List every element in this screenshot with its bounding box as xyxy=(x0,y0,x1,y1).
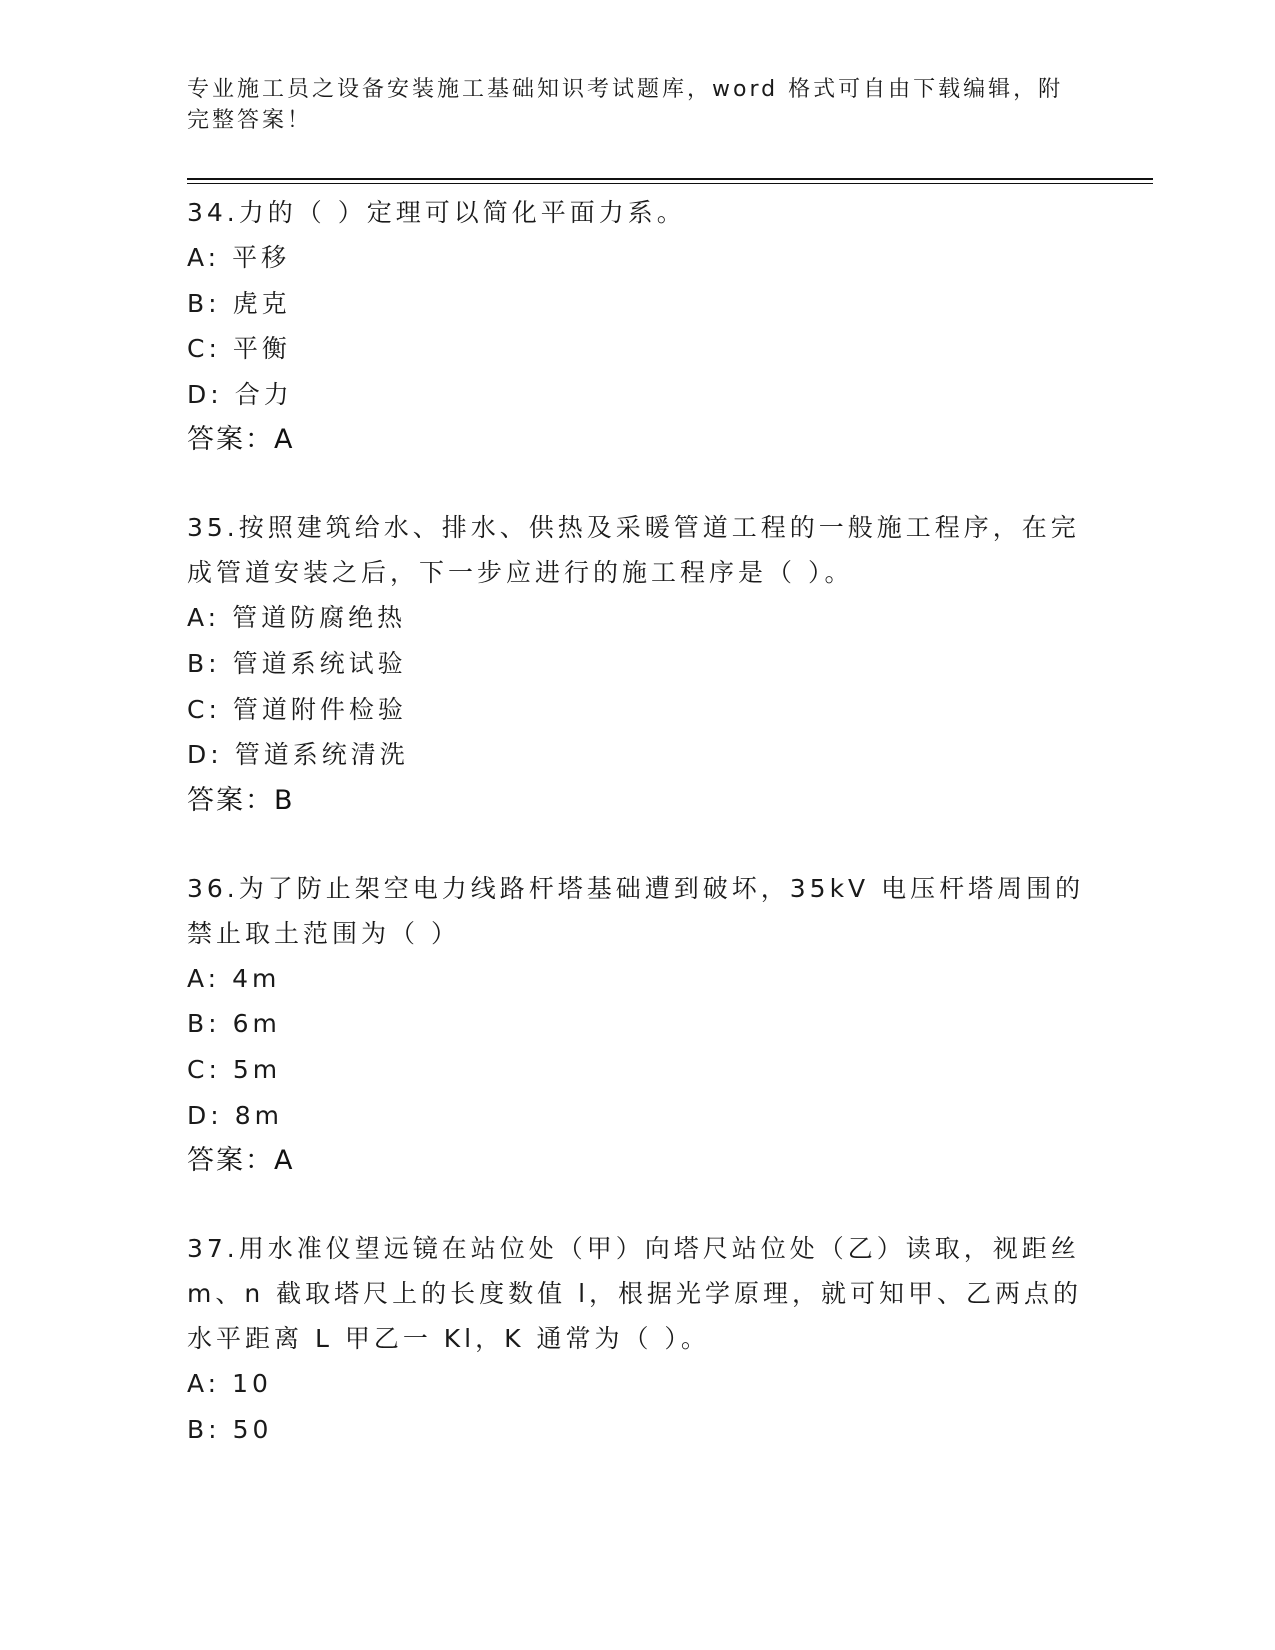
option-text: 管道系统试验 xyxy=(232,648,407,678)
option-key: D: xyxy=(187,1100,223,1130)
header-divider-thin xyxy=(187,183,1153,184)
option-text: 管道系统清洗 xyxy=(234,740,409,770)
option-key: C: xyxy=(187,1054,221,1084)
option-a xyxy=(187,956,1087,1002)
question-stem: 37.用水准仪望远镜在站位处（甲）向塔尺站位处（乙）读取，视距丝m、n 截取塔尺上的长度数值 l，根据光学原理，就可知甲、乙两点的水平距离 L 甲乙一 Kl，K 通常为（ ）。 xyxy=(187,1234,1083,1354)
option-a xyxy=(187,1361,1087,1407)
question-list xyxy=(187,190,1087,1494)
option-key: A: xyxy=(187,963,221,993)
option-key: B: xyxy=(187,288,221,318)
option-b xyxy=(187,1001,1087,1047)
question-36 xyxy=(187,866,1087,1184)
question-stem: 35.按照建筑给水、排水、供热及采暖管道工程的一般施工程序，在完成管道安装之后，下一步应进行的施工程序是（ ）。 xyxy=(187,513,1080,588)
option-key: B: xyxy=(187,1414,221,1444)
option-text: 50 xyxy=(232,1414,273,1444)
option-d xyxy=(187,1093,1087,1139)
option-text: 4m xyxy=(232,963,281,993)
option-b xyxy=(187,281,1087,327)
option-key: B: xyxy=(187,1009,221,1039)
question-37 xyxy=(187,1226,1087,1452)
option-d xyxy=(187,372,1087,418)
option-b xyxy=(187,1407,1087,1453)
question-stem: 34.力的（ ）定理可以简化平面力系。 xyxy=(187,198,686,227)
option-text: 平移 xyxy=(232,243,291,272)
answer-line: 答案：B xyxy=(187,784,295,816)
option-d xyxy=(187,732,1087,778)
option-text: 10 xyxy=(232,1369,272,1399)
option-text: 5m xyxy=(232,1054,282,1084)
option-text: 合力 xyxy=(234,379,293,409)
option-key: A: xyxy=(187,603,221,633)
option-c xyxy=(187,687,1087,733)
option-c xyxy=(187,1047,1087,1093)
option-key: D: xyxy=(187,740,223,770)
option-text: 6m xyxy=(232,1009,281,1039)
option-text: 管道防腐绝热 xyxy=(232,603,407,633)
question-35 xyxy=(187,505,1087,823)
document-header: 专业施工员之设备安装施工基础知识考试题库，word 格式可自由下载编辑，附完整答案！ xyxy=(187,77,1064,133)
option-key: D: xyxy=(187,379,223,409)
option-a xyxy=(187,235,1087,281)
answer-line: 答案：A xyxy=(187,1145,295,1177)
option-key: B: xyxy=(187,648,221,678)
option-a xyxy=(187,595,1087,641)
option-key: C: xyxy=(187,694,221,724)
option-text: 管道附件检验 xyxy=(232,694,407,724)
header-divider-thick xyxy=(187,178,1153,180)
option-b xyxy=(187,641,1087,687)
option-text: 8m xyxy=(234,1100,283,1130)
option-c xyxy=(187,326,1087,372)
answer-line: 答案：A xyxy=(187,424,295,456)
question-34 xyxy=(187,190,1087,463)
option-key: C: xyxy=(187,334,221,364)
option-text: 虎克 xyxy=(232,288,291,318)
question-stem: 36.为了防止架空电力线路杆塔基础遭到破坏，35kV 电压杆塔周围的禁止取土范围为（ ） xyxy=(187,873,1085,948)
option-key: A: xyxy=(187,243,221,272)
option-text: 平衡 xyxy=(232,334,291,364)
option-key: A: xyxy=(187,1369,221,1399)
